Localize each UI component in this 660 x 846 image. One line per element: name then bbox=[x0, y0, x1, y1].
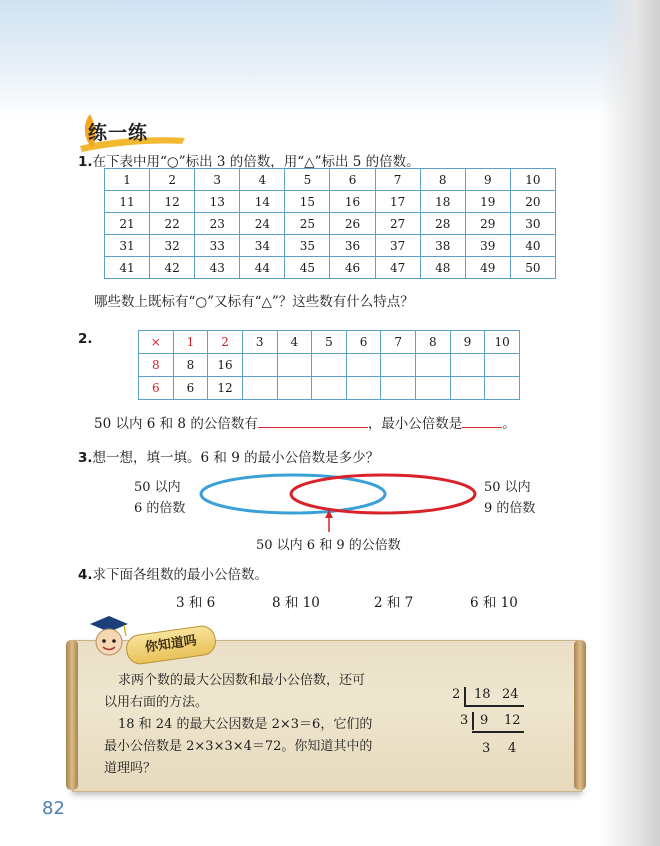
grid-cell[interactable]: 47 bbox=[375, 257, 420, 279]
table-row bbox=[105, 191, 556, 213]
info-line-3: 18 和 24 的最大公因数是 2×3＝6，它们的 bbox=[118, 717, 373, 732]
answer-blank-lcm[interactable] bbox=[462, 413, 502, 428]
grid-cell[interactable]: 14 bbox=[240, 191, 285, 213]
product-cell[interactable] bbox=[242, 377, 277, 400]
remainder-a: 3 bbox=[482, 741, 491, 756]
grid-cell[interactable]: 13 bbox=[195, 191, 240, 213]
question-number: 4. bbox=[78, 567, 93, 583]
scholar-mascot-icon bbox=[86, 612, 132, 664]
product-cell[interactable] bbox=[450, 354, 485, 377]
grid-cell[interactable]: 23 bbox=[195, 213, 240, 235]
grid-cell[interactable]: 5 bbox=[285, 169, 330, 191]
header-cell: 3 bbox=[242, 331, 277, 354]
grid-cell[interactable]: 8 bbox=[420, 169, 465, 191]
header-cell: 5 bbox=[312, 331, 347, 354]
venn-left-ellipse bbox=[201, 475, 385, 513]
product-cell[interactable] bbox=[312, 354, 347, 377]
grid-cell[interactable]: 44 bbox=[240, 257, 285, 279]
grid-cell[interactable]: 15 bbox=[285, 191, 330, 213]
sentence-part-a: 50 以内 6 和 8 的公倍数有 bbox=[94, 416, 258, 432]
multiples-table bbox=[138, 330, 520, 400]
product-cell[interactable] bbox=[242, 354, 277, 377]
grid-cell[interactable]: 1 bbox=[105, 169, 150, 191]
division-bracket-1 bbox=[464, 687, 466, 705]
venn-right-label-2: 9 的倍数 bbox=[484, 501, 536, 516]
product-cell[interactable] bbox=[277, 377, 312, 400]
product-cell[interactable] bbox=[416, 354, 451, 377]
grid-cell[interactable]: 3 bbox=[195, 169, 240, 191]
grid-cell[interactable]: 48 bbox=[420, 257, 465, 279]
info-line-2: 以用右面的方法。 bbox=[104, 695, 209, 710]
grid-cell[interactable]: 37 bbox=[375, 235, 420, 257]
question-1 bbox=[78, 150, 420, 170]
sentence-end: 。 bbox=[502, 416, 516, 432]
divisor-2: 3 bbox=[460, 713, 469, 728]
grid-cell[interactable]: 39 bbox=[465, 235, 510, 257]
table-row bbox=[105, 169, 556, 191]
quotient-a: 9 bbox=[480, 713, 489, 728]
grid-cell[interactable]: 22 bbox=[150, 213, 195, 235]
product-cell: 6 bbox=[173, 377, 208, 400]
grid-cell[interactable]: 2 bbox=[150, 169, 195, 191]
grid-cell[interactable]: 34 bbox=[240, 235, 285, 257]
remainder-b: 4 bbox=[508, 741, 517, 756]
dividend-a: 18 bbox=[474, 687, 491, 702]
grid-cell[interactable]: 25 bbox=[285, 213, 330, 235]
section-title: 练一练 bbox=[88, 122, 149, 144]
question-3 bbox=[78, 446, 379, 466]
question-2-sentence bbox=[94, 412, 516, 432]
grid-cell[interactable]: 43 bbox=[195, 257, 240, 279]
grid-cell[interactable]: 19 bbox=[465, 191, 510, 213]
product-cell[interactable] bbox=[485, 354, 520, 377]
grid-cell[interactable]: 9 bbox=[465, 169, 510, 191]
answer-blank-common-multiples[interactable] bbox=[258, 413, 368, 428]
division-rule-1 bbox=[464, 705, 524, 707]
venn-left-label-2: 6 的倍数 bbox=[134, 501, 186, 516]
multiply-sign-cell: × bbox=[139, 331, 174, 354]
grid-cell[interactable]: 10 bbox=[510, 169, 555, 191]
grid-cell[interactable]: 36 bbox=[330, 235, 375, 257]
question-text: 想一想，填一填。6 和 9 的最小公倍数是多少？ bbox=[92, 450, 380, 466]
grid-cell[interactable]: 38 bbox=[420, 235, 465, 257]
header-cell: 9 bbox=[450, 331, 485, 354]
venn-diagram bbox=[196, 470, 482, 534]
product-cell[interactable] bbox=[381, 354, 416, 377]
question-text: 求下面各组数的最小公倍数。 bbox=[92, 567, 269, 583]
scroll-rod-left bbox=[66, 640, 78, 790]
grid-cell[interactable]: 26 bbox=[330, 213, 375, 235]
grid-cell[interactable]: 4 bbox=[240, 169, 285, 191]
table-row bbox=[105, 257, 556, 279]
pair-4: 6 和 10 bbox=[470, 595, 518, 611]
grid-cell[interactable]: 6 bbox=[330, 169, 375, 191]
grid-cell[interactable]: 45 bbox=[285, 257, 330, 279]
product-cell[interactable] bbox=[485, 377, 520, 400]
question-2 bbox=[78, 331, 93, 347]
info-line-1: 求两个数的最大公因数和最小公倍数，还可 bbox=[118, 673, 366, 688]
product-cell[interactable] bbox=[450, 377, 485, 400]
grid-cell[interactable]: 11 bbox=[105, 191, 150, 213]
grid-cell[interactable]: 40 bbox=[510, 235, 555, 257]
grid-cell[interactable]: 33 bbox=[195, 235, 240, 257]
row-header-cell: 8 bbox=[139, 354, 174, 377]
sentence-part-b: ，最小公倍数是 bbox=[367, 416, 463, 432]
grid-cell[interactable]: 27 bbox=[375, 213, 420, 235]
grid-cell[interactable]: 42 bbox=[150, 257, 195, 279]
venn-left-label-1: 50 以内 bbox=[134, 480, 181, 495]
divisor-1: 2 bbox=[452, 687, 461, 702]
info-line-4: 最小公倍数是 2×3×3×4＝72。你知道其中的 bbox=[104, 739, 373, 754]
grid-cell[interactable]: 31 bbox=[105, 235, 150, 257]
table-header-row bbox=[139, 331, 520, 354]
division-rule-2 bbox=[472, 731, 524, 733]
table-row bbox=[105, 235, 556, 257]
short-division bbox=[446, 684, 546, 774]
venn-right-label-1: 50 以内 bbox=[484, 480, 531, 495]
pair-3: 2 和 7 bbox=[374, 595, 414, 611]
header-cell: 6 bbox=[346, 331, 381, 354]
question-text: 在下表中用“○”标出 3 的倍数，用“△”标出 5 的倍数。 bbox=[92, 154, 420, 170]
product-cell[interactable] bbox=[346, 377, 381, 400]
question-4 bbox=[78, 563, 268, 583]
question-1-followup: 哪些数上既标有“○”又标有“△”？这些数有什么特点？ bbox=[94, 294, 414, 310]
product-cell[interactable] bbox=[346, 354, 381, 377]
grid-cell[interactable]: 7 bbox=[375, 169, 420, 191]
grid-cell[interactable]: 32 bbox=[150, 235, 195, 257]
grid-cell[interactable]: 28 bbox=[420, 213, 465, 235]
grid-cell[interactable]: 20 bbox=[510, 191, 555, 213]
info-line-5: 道理吗？ bbox=[104, 761, 157, 776]
grid-cell[interactable]: 41 bbox=[105, 257, 150, 279]
venn-bottom-label: 50 以内 6 和 9 的公倍数 bbox=[256, 538, 401, 553]
header-cell: 1 bbox=[173, 331, 208, 354]
table-row bbox=[105, 213, 556, 235]
product-cell: 16 bbox=[208, 354, 243, 377]
product-cell[interactable] bbox=[312, 377, 347, 400]
header-cell: 7 bbox=[381, 331, 416, 354]
product-cell[interactable] bbox=[277, 354, 312, 377]
grid-cell[interactable]: 30 bbox=[510, 213, 555, 235]
row-header-cell: 6 bbox=[139, 377, 174, 400]
number-grid-table bbox=[104, 168, 556, 279]
grid-cell[interactable]: 46 bbox=[330, 257, 375, 279]
grid-cell[interactable]: 17 bbox=[375, 191, 420, 213]
product-cell[interactable] bbox=[381, 377, 416, 400]
grid-cell[interactable]: 24 bbox=[240, 213, 285, 235]
header-cell: 8 bbox=[416, 331, 451, 354]
product-cell: 12 bbox=[208, 377, 243, 400]
table-row bbox=[139, 354, 520, 377]
grid-cell[interactable]: 35 bbox=[285, 235, 330, 257]
dividend-b: 24 bbox=[502, 687, 519, 702]
grid-cell[interactable]: 29 bbox=[465, 213, 510, 235]
pair-2: 8 和 10 bbox=[272, 595, 320, 611]
header-cell: 4 bbox=[277, 331, 312, 354]
header-cell: 2 bbox=[208, 331, 243, 354]
product-cell: 8 bbox=[173, 354, 208, 377]
grid-cell[interactable]: 16 bbox=[330, 191, 375, 213]
grid-cell[interactable]: 49 bbox=[465, 257, 510, 279]
grid-cell[interactable]: 18 bbox=[420, 191, 465, 213]
header-cell: 10 bbox=[485, 331, 520, 354]
venn-right-ellipse bbox=[291, 475, 475, 513]
question-number: 2. bbox=[78, 331, 93, 347]
table-row bbox=[139, 377, 520, 400]
scroll-rod-right bbox=[574, 640, 586, 790]
product-cell[interactable] bbox=[416, 377, 451, 400]
division-bracket-2 bbox=[472, 712, 474, 730]
grid-cell[interactable]: 21 bbox=[105, 213, 150, 235]
question-number: 3. bbox=[78, 450, 93, 466]
grid-cell[interactable]: 50 bbox=[510, 257, 555, 279]
page-edge-shade bbox=[600, 0, 660, 846]
page-number: 82 bbox=[42, 798, 65, 819]
info-badge: 你知道吗 bbox=[124, 624, 217, 666]
question-number: 1. bbox=[78, 154, 93, 170]
grid-cell[interactable]: 12 bbox=[150, 191, 195, 213]
pair-1: 3 和 6 bbox=[176, 595, 216, 611]
quotient-b: 12 bbox=[504, 713, 521, 728]
